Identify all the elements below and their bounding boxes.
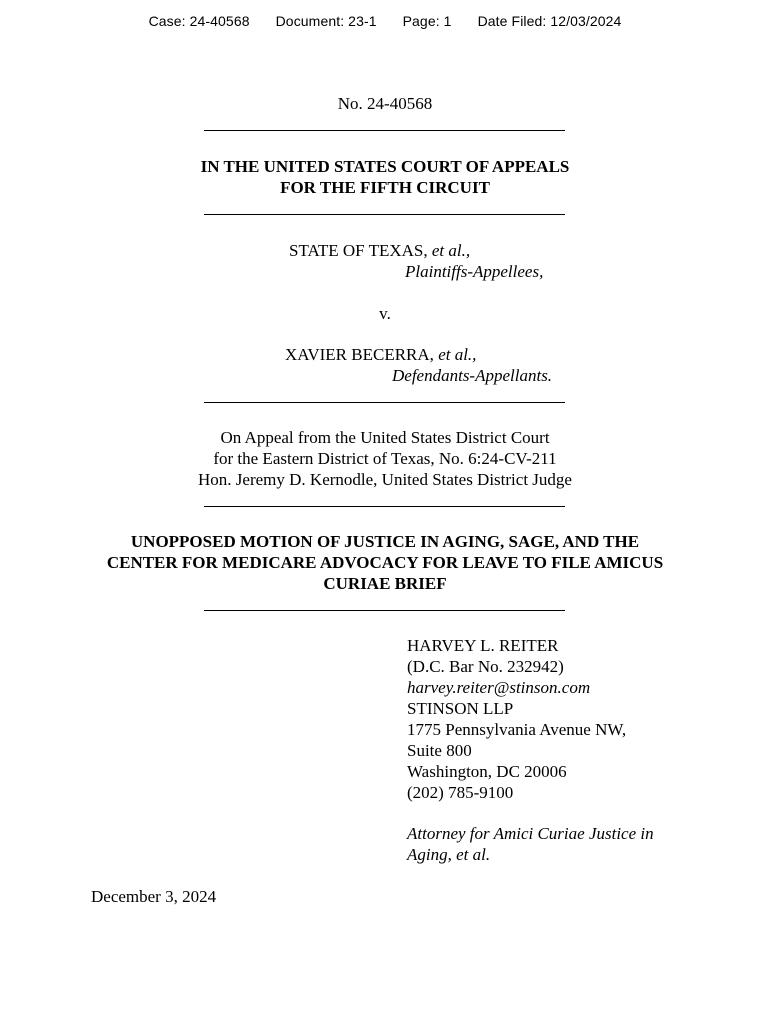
- counsel-bar-number: (D.C. Bar No. 232942): [407, 657, 564, 676]
- filing-date: December 3, 2024: [91, 887, 217, 906]
- court-name-line2: FOR THE FIFTH CIRCUIT: [280, 178, 490, 197]
- appeal-line3: Hon. Jeremy D. Kernodle, United States District Judge: [198, 470, 572, 489]
- versus: v.: [379, 304, 391, 323]
- defendant-party: [285, 344, 476, 365]
- divider-rule: [204, 402, 565, 403]
- ecf-header: [0, 13, 770, 29]
- page-number: Page: 1: [402, 13, 452, 29]
- defendant-role: Defendants-Appellants.: [392, 366, 553, 385]
- motion-title-line3: CURIAE BRIEF: [323, 574, 447, 593]
- docket-number: No. 24-40568: [337, 94, 433, 113]
- plaintiff-etal: et al.,: [431, 241, 471, 260]
- motion-title-line2: CENTER FOR MEDICARE ADVOCACY FOR LEAVE TO FILE AMICUS: [106, 553, 664, 572]
- counsel-firm: STINSON LLP: [407, 699, 514, 718]
- divider-rule: [204, 214, 565, 215]
- divider-rule: [204, 130, 565, 131]
- counsel-role-line2: Aging, et al.: [407, 845, 491, 864]
- counsel-address1: 1775 Pennsylvania Avenue NW,: [407, 720, 627, 739]
- appeal-line1: On Appeal from the United States District Court: [220, 428, 550, 447]
- divider-rule: [204, 506, 565, 507]
- defendant-etal: et al.,: [438, 345, 477, 364]
- appeal-line2: for the Eastern District of Texas, No. 6:24-CV-211: [213, 449, 557, 468]
- defendant-name: XAVIER BECERRA,: [285, 345, 439, 364]
- motion-title-line1: UNOPPOSED MOTION OF JUSTICE IN AGING, SAGE, AND THE: [130, 532, 640, 551]
- date-filed: Date Filed: 12/03/2024: [477, 13, 622, 29]
- counsel-name: HARVEY L. REITER: [407, 636, 559, 655]
- counsel-email: harvey.reiter@stinson.com: [407, 678, 591, 697]
- case-number: Case: 24-40568: [148, 13, 250, 29]
- counsel-role-line1: Attorney for Amici Curiae Justice in: [407, 824, 654, 843]
- counsel-phone: (202) 785-9100: [407, 783, 514, 802]
- court-name-line1: IN THE UNITED STATES COURT OF APPEALS: [200, 157, 570, 176]
- plaintiff-party: [289, 240, 470, 261]
- plaintiff-name: STATE OF TEXAS,: [289, 241, 432, 260]
- counsel-address2: Suite 800: [407, 741, 472, 760]
- divider-rule: [204, 610, 565, 611]
- plaintiff-role: Plaintiffs-Appellees,: [405, 262, 544, 281]
- document-number: Document: 23-1: [275, 13, 377, 29]
- counsel-address3: Washington, DC 20006: [407, 762, 567, 781]
